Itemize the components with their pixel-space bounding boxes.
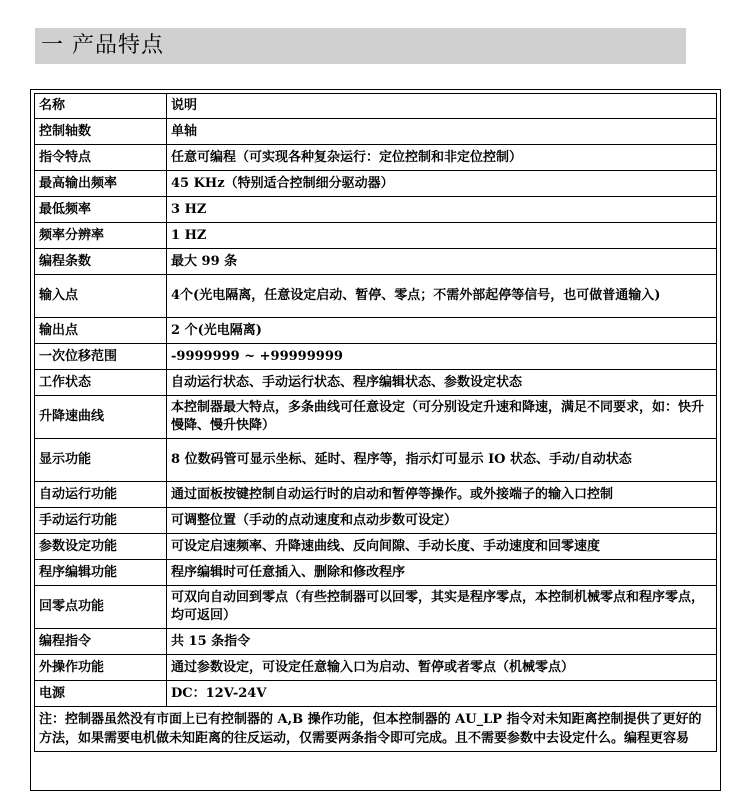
section-heading: 一 产品特点 — [35, 28, 686, 64]
row-desc-cell: 可设定启速频率、升降速曲线、反向间隙、手动长度、手动速度和回零速度 — [167, 534, 717, 560]
row-name-cell: 输出点 — [35, 318, 167, 344]
header-name-cell: 名称 — [35, 94, 167, 119]
row-name-cell: 输入点 — [35, 275, 167, 318]
row-name-cell: 指令特点 — [35, 145, 167, 171]
table-row — [35, 586, 717, 629]
table-row — [35, 439, 717, 482]
row-desc-cell: DC：12V-24V — [167, 681, 717, 707]
note-row — [35, 707, 717, 752]
row-name-cell: 控制轴数 — [35, 119, 167, 145]
row-name-cell: 程序编辑功能 — [35, 560, 167, 586]
table-row — [35, 681, 717, 707]
row-desc-cell: 4个(光电隔离，任意设定启动、暂停、零点；不需外部起停等信号，也可做普通输入) — [167, 275, 717, 318]
row-desc-cell: 本控制器最大特点，多条曲线可任意设定（可分别设定升速和降速，满足不同要求，如：快升慢降、慢升快降） — [167, 396, 717, 439]
table-row — [35, 249, 717, 275]
row-name-cell: 参数设定功能 — [35, 534, 167, 560]
table-row — [35, 197, 717, 223]
row-desc-cell: 任意可编程（可实现各种复杂运行：定位控制和非定位控制） — [167, 145, 717, 171]
table-row — [35, 482, 717, 508]
table-row — [35, 145, 717, 171]
row-desc-cell: 最大 99 条 — [167, 249, 717, 275]
table-row — [35, 171, 717, 197]
row-name-cell: 电源 — [35, 681, 167, 707]
row-desc-cell: 通过面板按键控制自动运行时的启动和暂停等操作。或外接端子的输入口控制 — [167, 482, 717, 508]
table-row — [35, 318, 717, 344]
row-name-cell: 最高输出频率 — [35, 171, 167, 197]
table-row — [35, 344, 717, 370]
row-desc-cell: 2 个(光电隔离) — [167, 318, 717, 344]
table-row — [35, 223, 717, 249]
row-name-cell: 手动运行功能 — [35, 508, 167, 534]
row-desc-cell: 45 KHz（特别适合控制细分驱动器） — [167, 171, 717, 197]
header-desc-cell: 说明 — [167, 94, 717, 119]
spec-table-frame — [30, 89, 721, 791]
row-name-cell: 最低频率 — [35, 197, 167, 223]
row-name-cell: 升降速曲线 — [35, 396, 167, 439]
row-name-cell: 工作状态 — [35, 370, 167, 396]
table-row — [35, 560, 717, 586]
table-header-row — [35, 94, 717, 119]
spec-table — [34, 93, 717, 752]
row-name-cell: 自动运行功能 — [35, 482, 167, 508]
table-row — [35, 629, 717, 655]
row-desc-cell: 1 HZ — [167, 223, 717, 249]
row-desc-cell: 共 15 条指令 — [167, 629, 717, 655]
row-name-cell: 编程条数 — [35, 249, 167, 275]
table-row — [35, 534, 717, 560]
row-name-cell: 外操作功能 — [35, 655, 167, 681]
table-row — [35, 370, 717, 396]
row-name-cell: 频率分辨率 — [35, 223, 167, 249]
row-name-cell: 一次位移范围 — [35, 344, 167, 370]
table-row — [35, 508, 717, 534]
table-row — [35, 655, 717, 681]
row-name-cell: 编程指令 — [35, 629, 167, 655]
row-desc-cell: 程序编辑时可任意插入、删除和修改程序 — [167, 560, 717, 586]
table-row — [35, 396, 717, 439]
row-desc-cell: 自动运行状态、手动运行状态、程序编辑状态、参数设定状态 — [167, 370, 717, 396]
row-name-cell: 回零点功能 — [35, 586, 167, 629]
row-desc-cell: -9999999 ~ +99999999 — [167, 344, 717, 370]
row-desc-cell: 8 位数码管可显示坐标、延时、程序等，指示灯可显示 IO 状态、手动/自动状态 — [167, 439, 717, 482]
row-desc-cell: 3 HZ — [167, 197, 717, 223]
table-row — [35, 275, 717, 318]
row-desc-cell: 可双向自动回到零点（有些控制器可以回零，其实是程序零点，本控制机械零点和程序零点，均可返回） — [167, 586, 717, 629]
row-desc-cell: 可调整位置（手动的点动速度和点动步数可设定） — [167, 508, 717, 534]
table-row — [35, 119, 717, 145]
row-desc-cell: 通过参数设定，可设定任意输入口为启动、暂停或者零点（机械零点） — [167, 655, 717, 681]
row-desc-cell: 单轴 — [167, 119, 717, 145]
note-cell: 注：控制器虽然没有市面上已有控制器的 A,B 操作功能，但本控制器的 AU_LP 指令对未知距离控制提供了更好的方法，如果需要电机做未知距离的往反运动，仅需要两条指令即可完成。且不需要参数中去设定什么。编程更容易 — [35, 707, 717, 752]
row-name-cell: 显示功能 — [35, 439, 167, 482]
